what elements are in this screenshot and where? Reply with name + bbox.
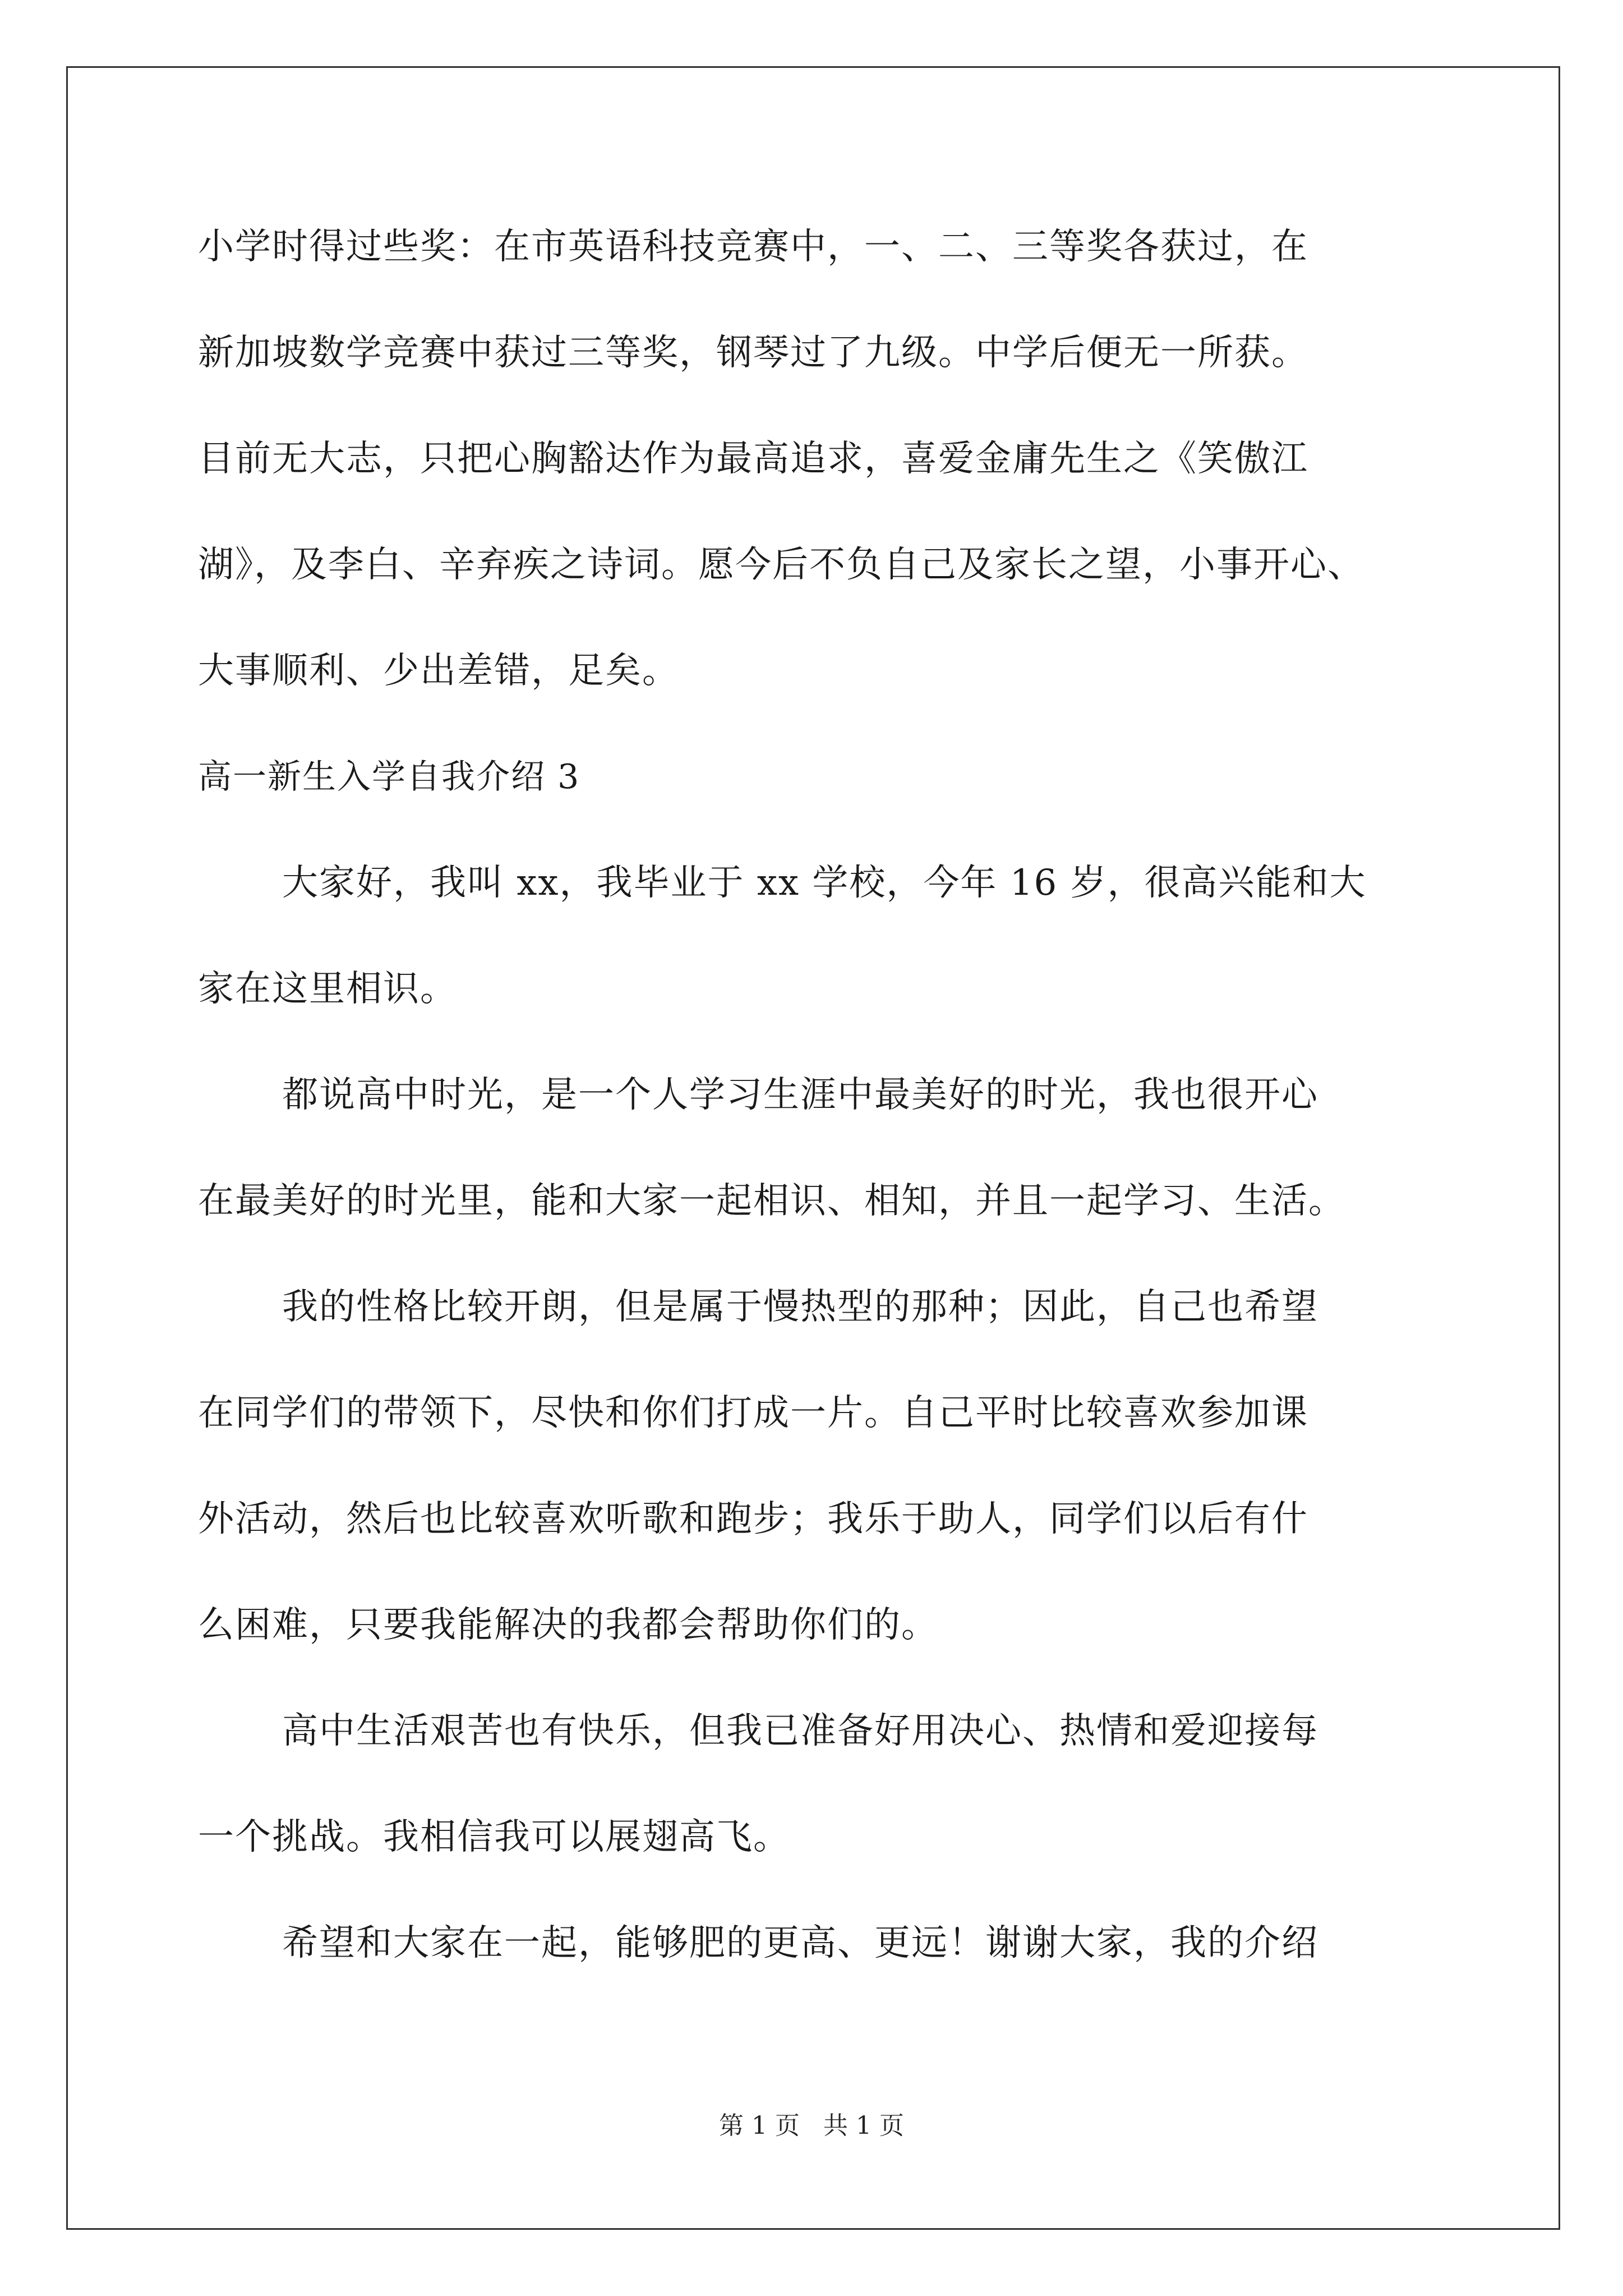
text-line: 在同学们的带领下，尽快和你们打成一片。自己平时比较喜欢参加课 [198,1392,1308,1434]
text-line: 外活动，然后也比较喜欢听歌和跑步；我乐于助人，同学们以后有什 [198,1498,1308,1540]
text-line: 家在这里相识。 [198,968,457,1010]
text-line: 一个挑战。我相信我可以展翅高飞。 [198,1816,790,1858]
text-line: 目前无大志，只把心胸豁达作为最高追求，喜爱金庸先生之《笑傲江 [198,438,1308,480]
text-line: 新加坡数学竞赛中获过三等奖，钢琴过了九级。中学后便无一所获。 [198,332,1308,374]
page-number: 第 1 页 共 1 页 [719,2111,904,2140]
document-body [198,220,1437,1970]
text-line: 么困难，只要我能解决的我都会帮助你们的。 [198,1604,938,1646]
text-line: 湖》，及李白、辛弃疾之诗词。愿今后不负自己及家长之望，小事开心、 [198,544,1364,586]
paragraph-first-line: 大家好，我叫 xx，我毕业于 xx 学校，今年 16 岁，很高兴能和大 [282,862,1367,904]
paragraph-first-line: 都说高中时光，是一个人学习生涯中最美好的时光，我也很开心 [282,1074,1318,1116]
paragraph-first-line: 高中生活艰苦也有快乐，但我已准备好用决心、热情和爱迎接每 [282,1710,1318,1752]
page-footer [0,2110,1623,2142]
text-line: 小学时得过些奖：在市英语科技竞赛中，一、二、三等奖各获过，在 [198,226,1308,268]
text-line: 大事顺利、少出差错，足矣。 [198,650,679,692]
text-line: 在最美好的时光里，能和大家一起相识、相知，并且一起学习、生活。 [198,1180,1345,1222]
paragraph-first-line: 我的性格比较开朗，但是属于慢热型的那种；因此，自己也希望 [282,1286,1318,1328]
paragraph-first-line: 希望和大家在一起，能够肥的更高、更远！谢谢大家，我的介绍 [282,1922,1318,1964]
section-heading: 高一新生入学自我介绍 3 [198,757,580,797]
